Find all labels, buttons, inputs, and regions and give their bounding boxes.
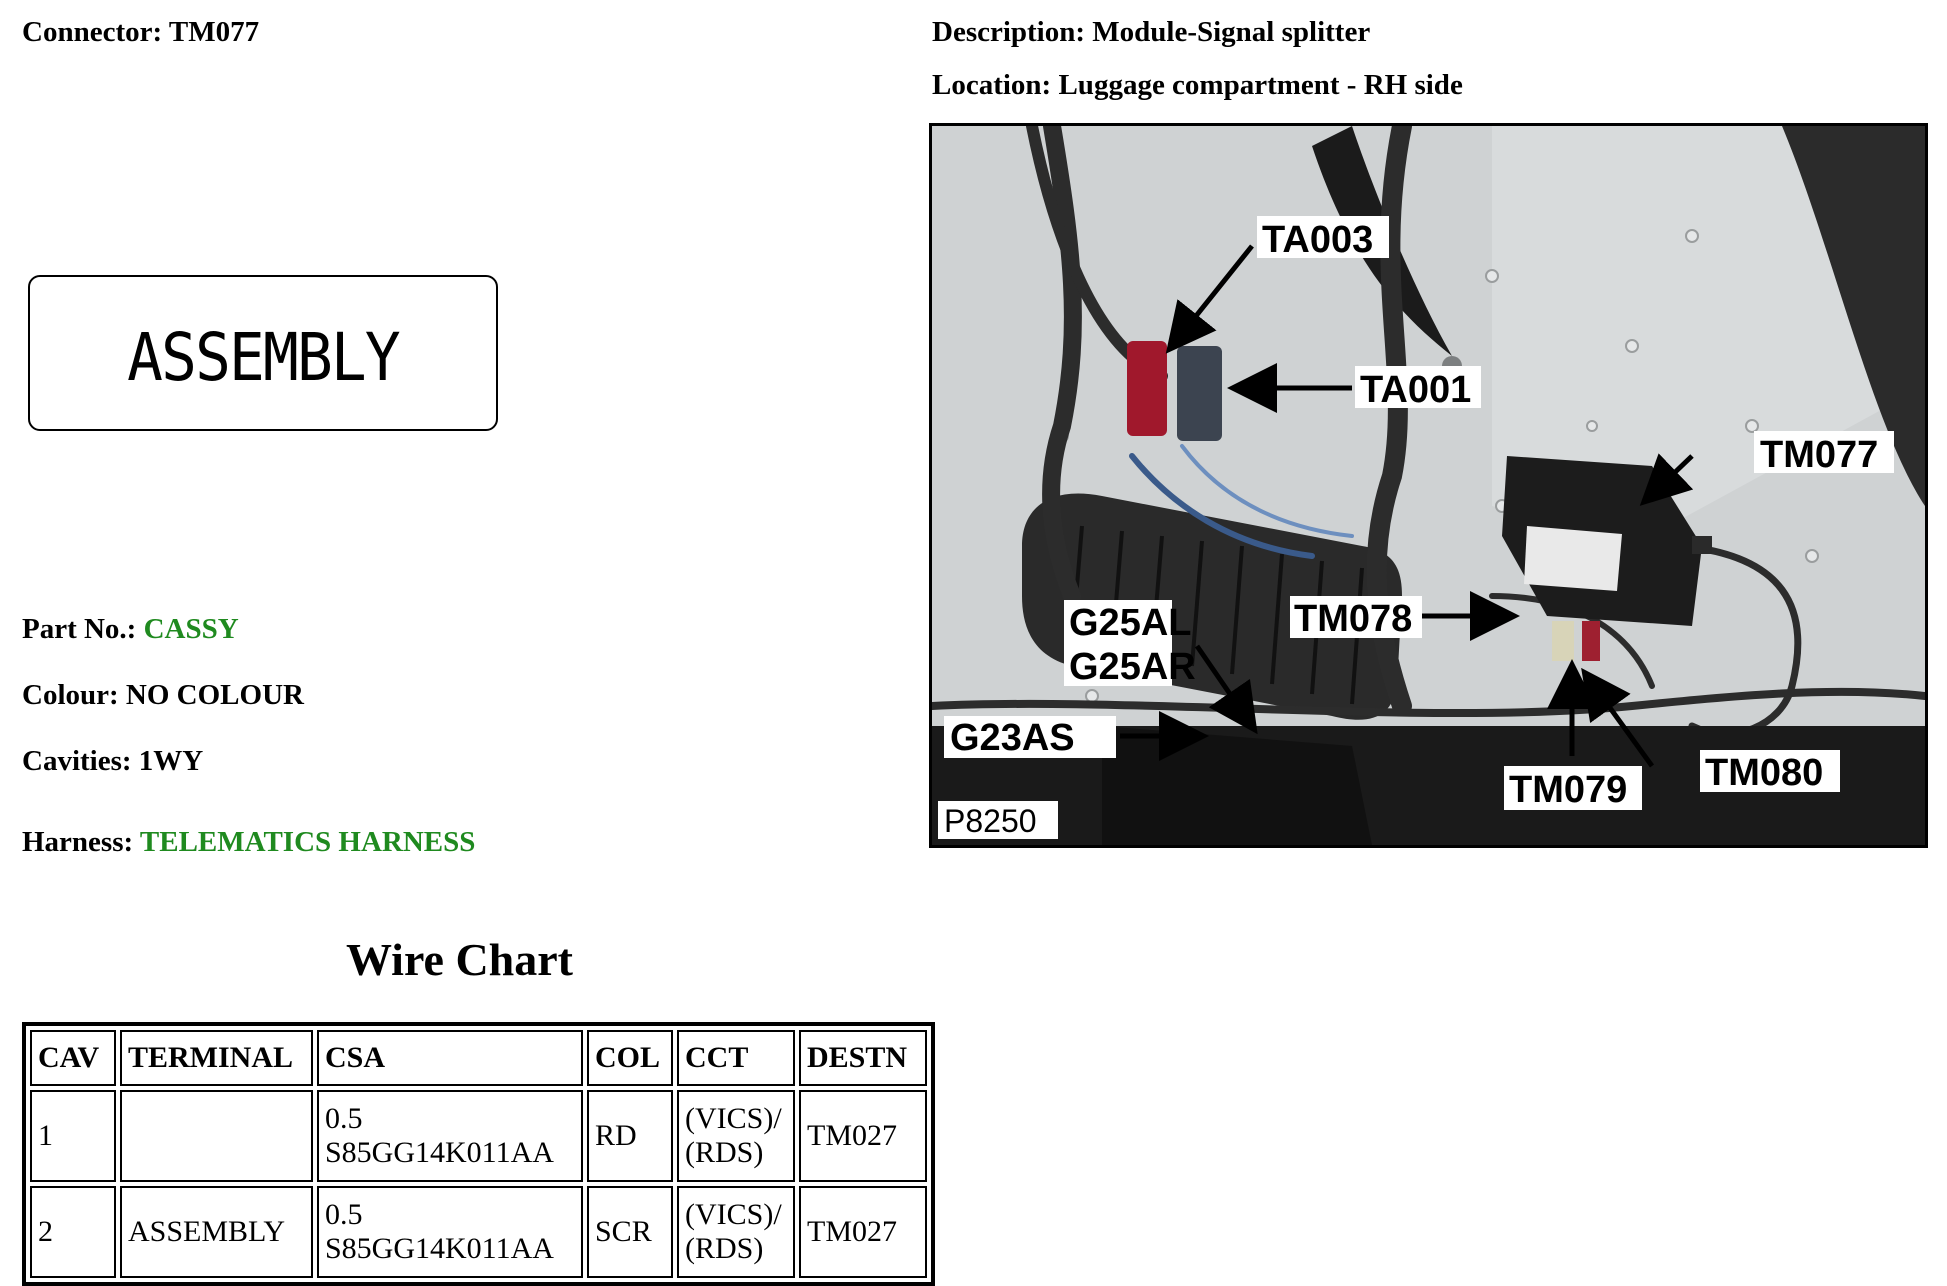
part-no-label: Part No.:	[22, 613, 137, 645]
label-g25ar: G25AR	[1069, 646, 1196, 688]
header-cct: CCT	[677, 1030, 795, 1086]
label-g25al: G25AL	[1069, 602, 1192, 644]
cell-cav: 2	[30, 1186, 116, 1278]
assembly-box-text: ASSEMBLY	[127, 319, 399, 396]
label-ta001: TA001	[1360, 369, 1472, 411]
part-no-link[interactable]: CASSY	[143, 613, 239, 645]
label-tm079: TM079	[1509, 769, 1628, 811]
harness-link[interactable]: TELEMATICS HARNESS	[139, 826, 476, 858]
cell-terminal: ASSEMBLY	[120, 1186, 313, 1278]
colour-label: Colour:	[22, 679, 119, 711]
cell-csa-size: 0.5	[325, 1198, 363, 1231]
connector-ta003	[1127, 341, 1167, 436]
connector-value: TM077	[168, 16, 260, 48]
cell-csa-code: S85GG14K011AA	[325, 1136, 554, 1169]
wire-chart-table	[22, 1022, 935, 1286]
cell-destn: TM027	[799, 1186, 927, 1278]
cell-cct-line1: (VICS)/	[685, 1198, 782, 1231]
location-label: Location:	[932, 69, 1052, 101]
part-no-line	[22, 613, 239, 646]
cell-csa	[317, 1186, 583, 1278]
table-row	[30, 1090, 927, 1182]
description-line	[932, 16, 1370, 49]
location-value: Luggage compartment - RH side	[1058, 69, 1463, 101]
location-photo	[929, 123, 1928, 848]
label-ta003: TA003	[1262, 219, 1374, 261]
header-csa: CSA	[317, 1030, 583, 1086]
cell-cct-line2: (RDS)	[685, 1232, 764, 1265]
connector-ta001	[1177, 346, 1222, 441]
cell-csa-size: 0.5	[325, 1102, 363, 1135]
header-terminal: TERMINAL	[120, 1030, 313, 1086]
cell-cct	[677, 1186, 795, 1278]
cavities-value: 1WY	[138, 745, 204, 777]
cell-cct-line2: (RDS)	[685, 1136, 764, 1169]
location-line	[932, 69, 1463, 102]
cell-col: RD	[587, 1090, 673, 1182]
cell-csa-code: S85GG14K011AA	[325, 1232, 554, 1265]
cell-cct	[677, 1090, 795, 1182]
cavities-line	[22, 745, 203, 778]
description-label: Description:	[932, 16, 1086, 48]
cell-cct-line1: (VICS)/	[685, 1102, 782, 1135]
harness-label: Harness:	[22, 826, 134, 858]
module-label-sticker	[1524, 526, 1622, 591]
connector-label: Connector:	[22, 16, 163, 48]
label-tm077: TM077	[1760, 434, 1879, 476]
cavities-label: Cavities:	[22, 745, 132, 777]
harness-line	[22, 826, 475, 859]
header-col: COL	[587, 1030, 673, 1086]
description-value: Module-Signal splitter	[1092, 16, 1371, 48]
colour-value: NO COLOUR	[125, 679, 304, 711]
wire-chart-title: Wire Chart	[346, 934, 573, 985]
cell-destn: TM027	[799, 1090, 927, 1182]
photo-reference: P8250	[944, 803, 1037, 839]
colour-line	[22, 679, 304, 712]
label-tm080: TM080	[1705, 752, 1824, 794]
cell-col: SCR	[587, 1186, 673, 1278]
label-tm078: TM078	[1294, 598, 1413, 640]
cell-terminal	[120, 1090, 313, 1182]
label-g23as: G23AS	[950, 717, 1075, 759]
cell-cav: 1	[30, 1090, 116, 1182]
cell-csa	[317, 1090, 583, 1182]
connector-line	[22, 16, 259, 49]
table-row	[30, 1186, 927, 1278]
assembly-box	[28, 275, 498, 431]
wire-chart-header-row	[30, 1030, 927, 1086]
location-photo-illustration	[932, 126, 1925, 845]
header-destn: DESTN	[799, 1030, 927, 1086]
header-cav: CAV	[30, 1030, 116, 1086]
